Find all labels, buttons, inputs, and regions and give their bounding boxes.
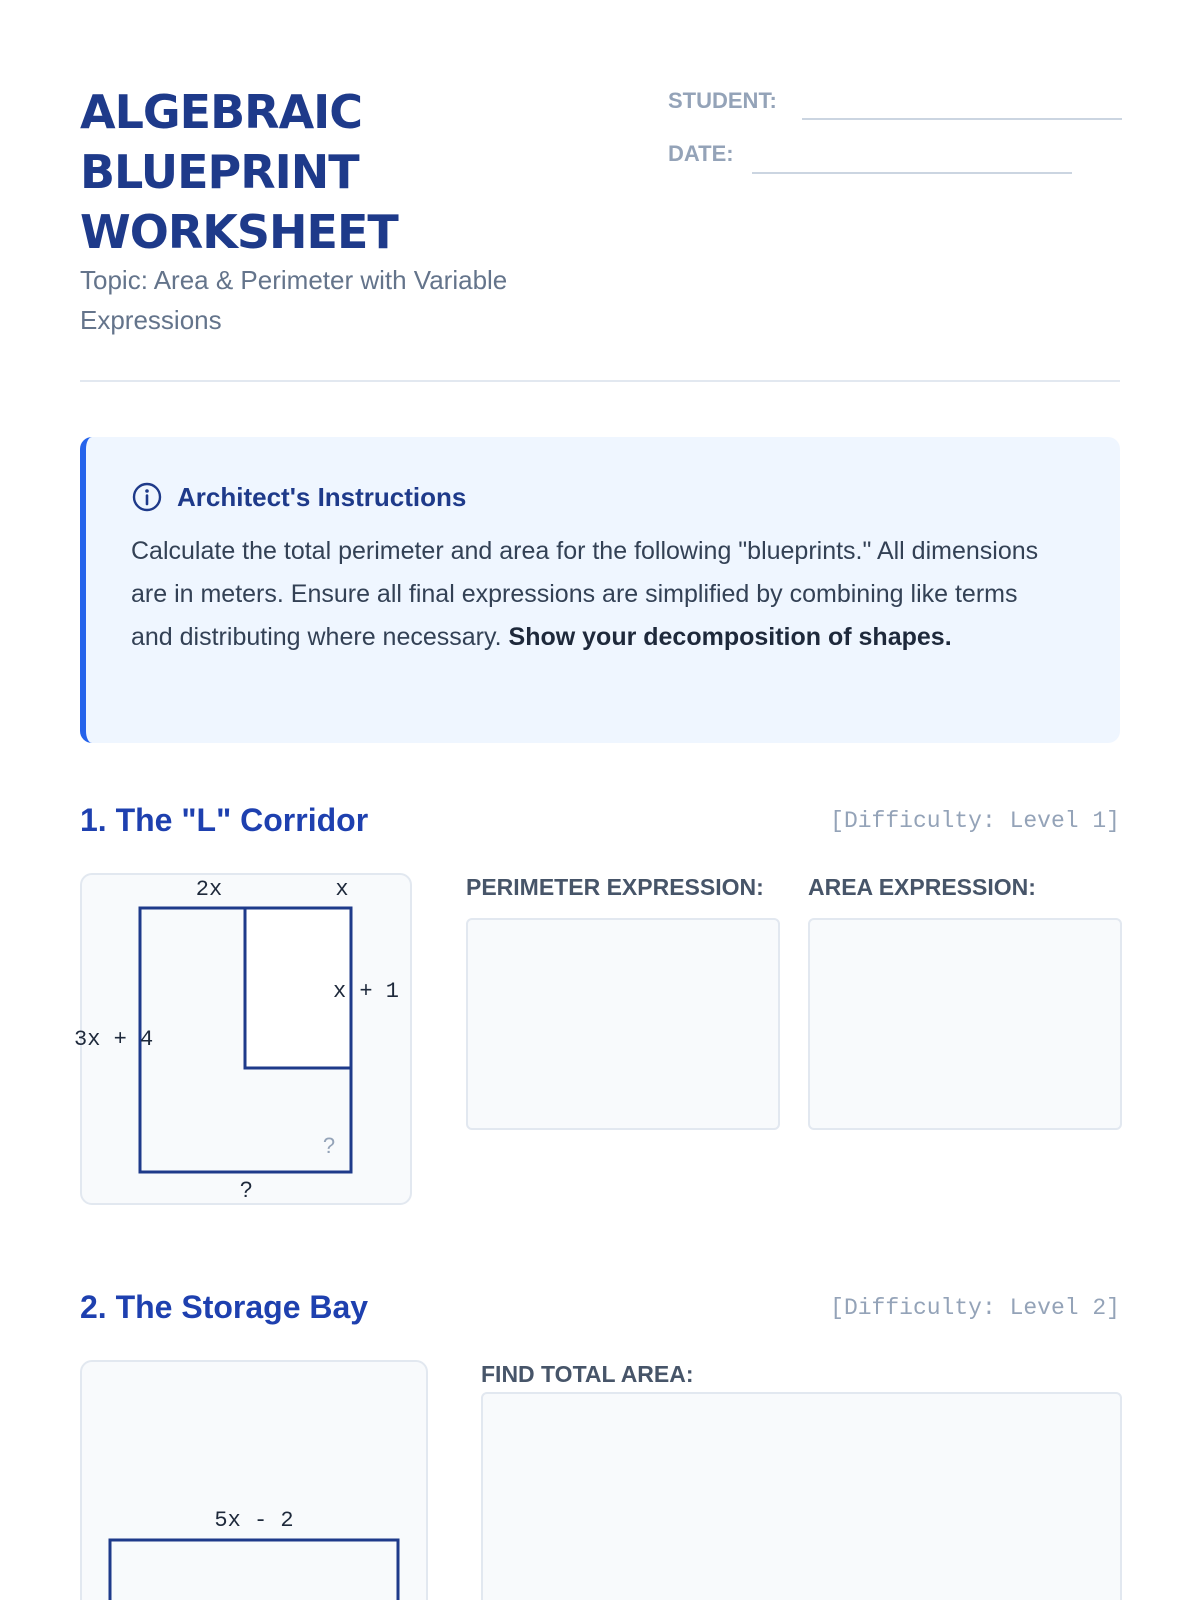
instructions-header bbox=[131, 481, 466, 513]
instructions-body bbox=[131, 530, 1061, 659]
info-icon bbox=[131, 481, 163, 513]
problem-2-title: 2. The Storage Bay bbox=[80, 1289, 369, 1325]
bay-rectangle bbox=[110, 1540, 398, 1600]
label-top: 5x - 2 bbox=[214, 1508, 294, 1533]
instructions-text: Calculate the total perimeter and area for the following "blueprints." All dimensions are in meters. Ensure all final expressions are simplified by combining like terms and distributing where necessary. bbox=[131, 537, 1039, 651]
area-answer-box[interactable] bbox=[808, 918, 1122, 1130]
title-line-1: ALGEBRAIC bbox=[80, 85, 363, 139]
label-inner-right: x + 1 bbox=[333, 979, 400, 1004]
header-divider bbox=[80, 380, 1120, 382]
storage-bay-svg bbox=[80, 1360, 428, 1600]
total-area-answer-box[interactable] bbox=[481, 1392, 1122, 1600]
problem-2-difficulty: [Difficulty: Level 2] bbox=[830, 1295, 1120, 1321]
instructions-emphasis: Show your decomposition of shapes. bbox=[508, 623, 952, 651]
l-corridor-diagram bbox=[74, 873, 412, 1205]
label-top-left: 2x bbox=[195, 877, 223, 902]
problem-1-title: 1. The "L" Corridor bbox=[80, 802, 369, 838]
instructions-title: Architect's Instructions bbox=[177, 481, 467, 512]
date-label: DATE: bbox=[668, 141, 734, 166]
storage-bay-diagram bbox=[80, 1360, 428, 1600]
label-top-right: x bbox=[335, 877, 349, 902]
problem-1-difficulty: [Difficulty: Level 1] bbox=[830, 808, 1120, 834]
instructions-callout bbox=[80, 437, 1120, 743]
topic-subtitle: Topic: Area & Perimeter with Variable Expressions bbox=[80, 265, 508, 335]
title-line-2: BLUEPRINT bbox=[80, 145, 359, 199]
label-left: 3x + 4 bbox=[74, 1027, 154, 1052]
date-field[interactable] bbox=[752, 172, 1072, 174]
label-inner-corner: ? bbox=[322, 1133, 336, 1158]
label-bottom: ? bbox=[239, 1177, 253, 1202]
perimeter-label: PERIMETER EXPRESSION: bbox=[466, 874, 764, 900]
title-line-3: WORKSHEET bbox=[80, 205, 398, 259]
worksheet-title bbox=[80, 82, 600, 262]
l-corridor-svg bbox=[74, 873, 412, 1205]
student-field[interactable] bbox=[802, 118, 1122, 120]
area-label: AREA EXPRESSION: bbox=[808, 874, 1036, 900]
student-label: STUDENT: bbox=[668, 88, 777, 113]
perimeter-answer-box[interactable] bbox=[466, 918, 780, 1130]
total-area-label: FIND TOTAL AREA: bbox=[481, 1361, 694, 1387]
